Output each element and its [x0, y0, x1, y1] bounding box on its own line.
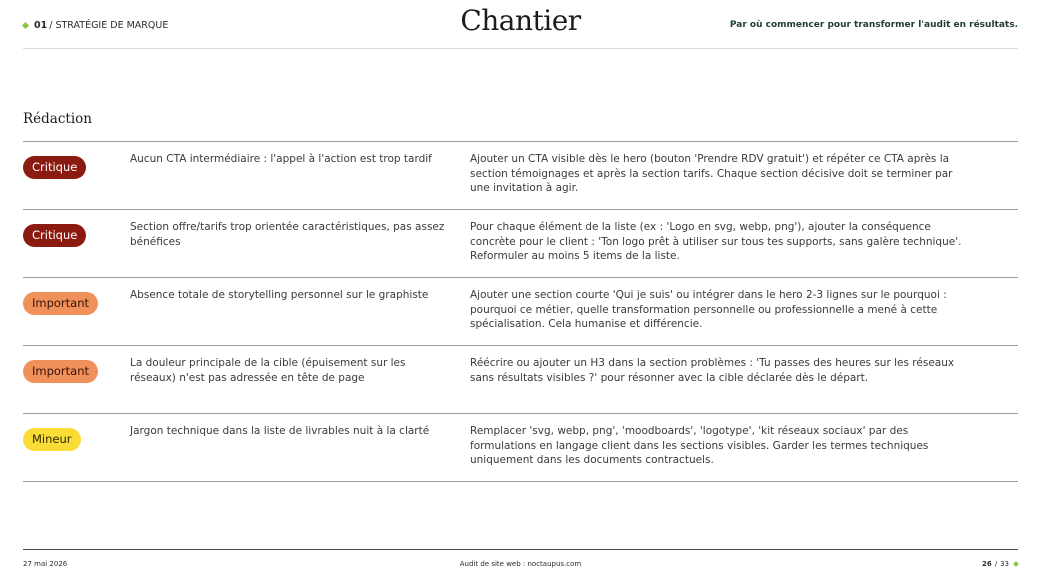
severity-badge: Mineur — [23, 428, 81, 451]
findings-table — [23, 141, 1018, 482]
page-header — [23, 0, 1018, 49]
finding-row — [23, 414, 1018, 482]
finding-issue: Aucun CTA intermédiaire : l'appel à l'action est trop tardif — [130, 153, 432, 165]
finding-recommendation: Ajouter une section courte 'Qui je suis' ou intégrer dans le hero 2-3 lignes sur le pourquoi : pourquoi ce métier, quelle transformation personnelle ou professionnelle a mené à cette spécialisation. Cela humanise et différencie. — [470, 289, 947, 330]
header-tagline: Par où commencer pour transformer l'audit en résultats. — [729, 20, 1018, 30]
finding-issue: Absence totale de storytelling personnel sur le graphiste — [130, 289, 429, 301]
footer-site: Audit de site web : noctaupus.com — [459, 560, 582, 568]
finding-row — [23, 210, 1018, 278]
finding-issue: La douleur principale de la cible (épuisement sur les réseaux) n'est pas adressée en tête de page — [130, 357, 406, 384]
finding-issue: Section offre/tarifs trop orientée caractéristiques, pas assez bénéfices — [130, 221, 445, 248]
page-separator: / — [994, 560, 998, 568]
diamond-bullet-icon — [1013, 561, 1019, 567]
page-total: 33 — [1000, 560, 1009, 568]
finding-recommendation: Réécrire ou ajouter un H3 dans la section problèmes : 'Tu passes des heures sur les réseaux sans résultats visibles ?' pour résonner avec la cible déclarée dès le départ. — [470, 357, 955, 384]
page-current: 26 — [981, 560, 992, 568]
finding-row — [23, 346, 1018, 414]
severity-badge: Important — [23, 360, 98, 383]
section-title: Rédaction — [23, 111, 92, 127]
brand-logo: Chantier — [460, 4, 581, 37]
footer-date: 27 mai 2026 — [23, 560, 68, 568]
finding-recommendation: Ajouter un CTA visible dès le hero (bouton 'Prendre RDV gratuit') et répéter ce CTA après la section témoignages et après la section tarifs. Chaque section décisive doit se terminer par une invitation à agir. — [470, 153, 953, 194]
section-label: / STRATÉGIE DE MARQUE — [49, 20, 169, 31]
finding-row — [23, 142, 1018, 210]
page-footer — [23, 549, 1018, 587]
page-number — [982, 560, 1018, 568]
finding-row — [23, 278, 1018, 346]
severity-badge: Critique — [23, 224, 86, 247]
finding-issue: Jargon technique dans la liste de livrables nuit à la clarté — [130, 425, 430, 437]
finding-recommendation: Pour chaque élément de la liste (ex : 'Logo en svg, webp, png'), ajouter la conséquence concrète pour le client : 'Ton logo prêt à utiliser sur tous tes supports, sans galère technique'. Reformuler au moins 5 items de la liste. — [470, 221, 962, 262]
finding-recommendation: Remplacer 'svg, webp, png', 'moodboards', 'logotype', 'kit réseaux sociaux' par des formulations en langage client dans les sections visibles. Garder les termes techniques uniquement dans les documents contractuels. — [470, 425, 929, 466]
severity-badge: Important — [23, 292, 98, 315]
section-number: 01 — [34, 20, 48, 31]
severity-badge: Critique — [23, 156, 86, 179]
